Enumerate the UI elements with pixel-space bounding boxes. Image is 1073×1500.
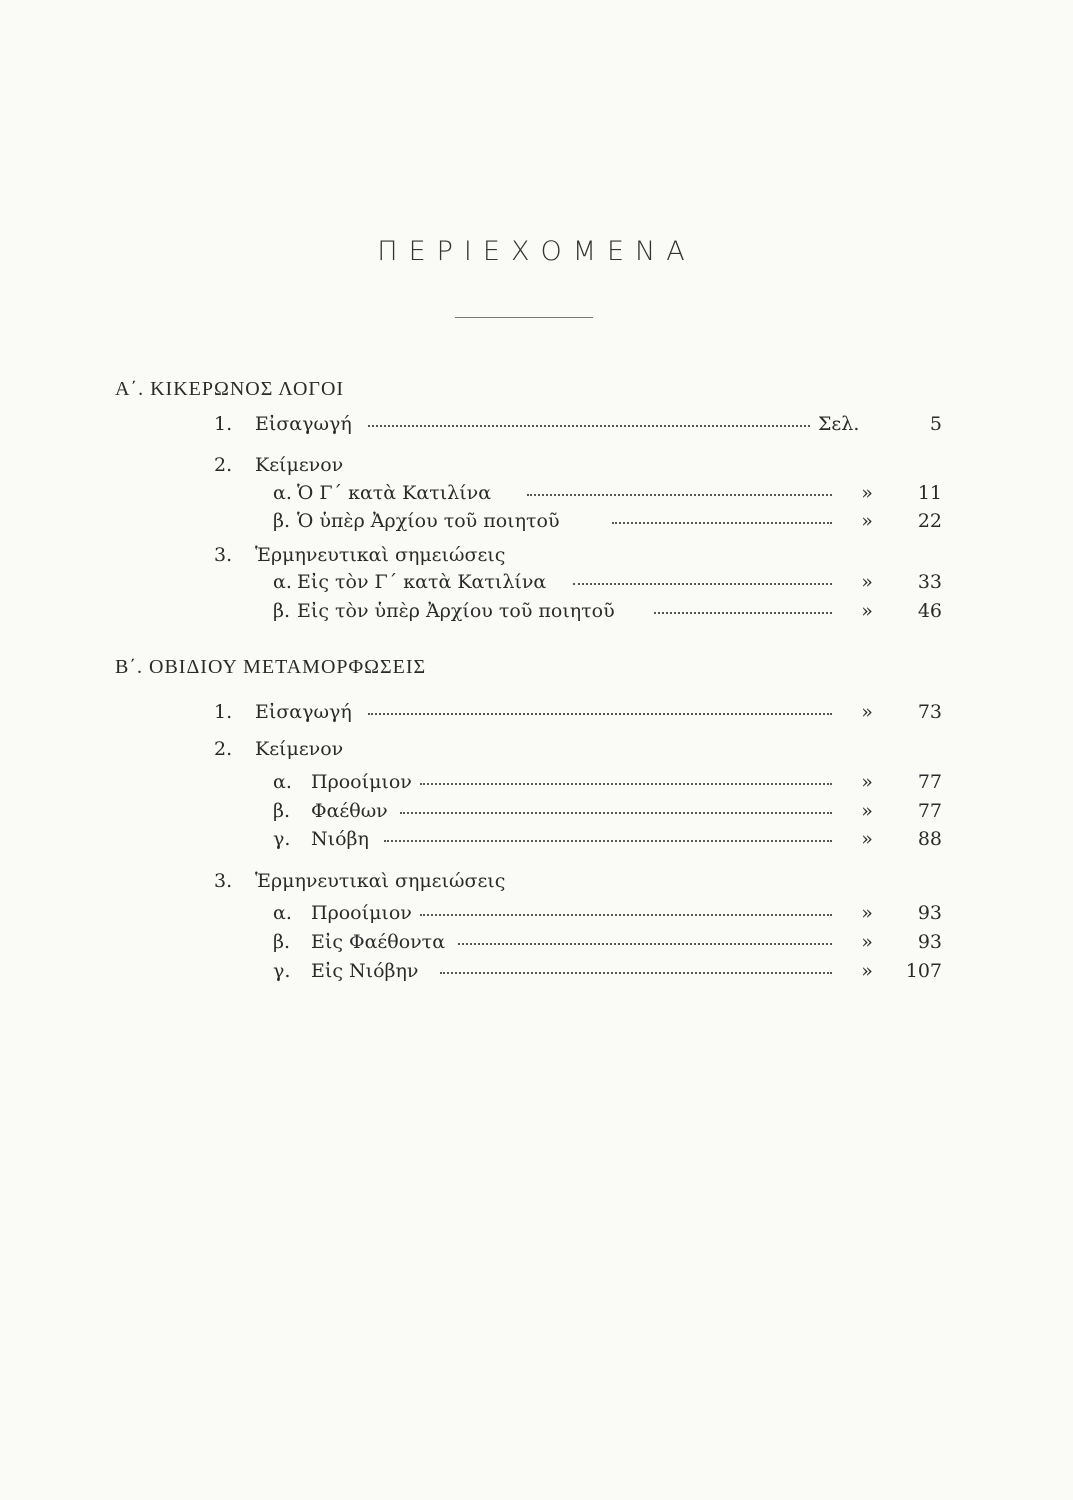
section-heading-b: Β΄. ΟΒΙΔΙΟΥ ΜΕΤΑΜΟΡΦΩΣΕΙΣ bbox=[115, 656, 427, 678]
entry-number: 2. bbox=[214, 738, 233, 760]
subentry-label: Φαέθων bbox=[311, 800, 388, 822]
ditto-mark: » bbox=[861, 571, 873, 593]
dot-leader bbox=[440, 972, 832, 974]
entry-number: 1. bbox=[214, 413, 233, 435]
dot-leader bbox=[458, 943, 832, 945]
ditto-mark: » bbox=[861, 510, 873, 532]
entry-number: 1. bbox=[214, 701, 233, 723]
dot-leader bbox=[612, 522, 832, 524]
page-title: ΠΕΡΙΕΧΟΜΕΝΑ bbox=[377, 236, 696, 267]
subentry-label: Εἰς Νιόβην bbox=[311, 960, 419, 982]
title-underline bbox=[455, 317, 593, 318]
page-number: 77 bbox=[917, 800, 942, 822]
toc-entry bbox=[0, 735, 1073, 763]
ditto-mark: » bbox=[861, 771, 873, 793]
entry-number: 2. bbox=[214, 454, 233, 476]
toc-subentry bbox=[0, 797, 1073, 825]
toc-subentry bbox=[0, 507, 1073, 535]
dot-leader bbox=[368, 425, 810, 427]
subentry-label: Εἰς τὸν Γ΄ κατὰ Κατιλίνα bbox=[297, 571, 547, 593]
subentry-letter: β. bbox=[273, 600, 291, 622]
ditto-mark: » bbox=[861, 902, 873, 924]
subentry-letter: α. bbox=[273, 771, 292, 793]
ditto-mark: » bbox=[861, 800, 873, 822]
entry-number: 3. bbox=[214, 544, 233, 566]
toc-subentry bbox=[0, 957, 1073, 985]
subentry-label: Προοίμιον bbox=[311, 771, 412, 793]
dot-leader bbox=[400, 812, 832, 814]
page-number: 107 bbox=[905, 960, 942, 982]
page-number: 93 bbox=[917, 902, 942, 924]
page-number: 93 bbox=[917, 931, 942, 953]
toc-entry bbox=[0, 410, 1073, 438]
page-number: 33 bbox=[917, 571, 942, 593]
subentry-label: Εἰς Φαέθοντα bbox=[311, 931, 446, 953]
toc-subentry bbox=[0, 568, 1073, 596]
page-number: 88 bbox=[917, 828, 942, 850]
dot-leader bbox=[527, 494, 832, 496]
toc-subentry bbox=[0, 479, 1073, 507]
subentry-label: Εἰς τὸν ὑπὲρ Ἀρχίου τοῦ ποιητοῦ bbox=[297, 600, 615, 622]
toc-subentry bbox=[0, 768, 1073, 796]
ditto-mark: » bbox=[861, 482, 873, 504]
dot-leader bbox=[573, 583, 832, 585]
entry-label: Ἑρμηνευτικαὶ σημειώσεις bbox=[255, 870, 506, 892]
subentry-label: Ὁ ὑπὲρ Ἀρχίου τοῦ ποιητοῦ bbox=[297, 510, 560, 532]
subentry-letter: α. bbox=[273, 571, 292, 593]
dot-leader bbox=[368, 713, 832, 715]
subentry-label: Νιόβη bbox=[311, 828, 369, 850]
dot-leader bbox=[384, 840, 832, 842]
page-number: 11 bbox=[917, 482, 942, 504]
toc-entry bbox=[0, 698, 1073, 726]
toc-entry bbox=[0, 867, 1073, 895]
subentry-letter: α. bbox=[273, 902, 292, 924]
subentry-letter: γ. bbox=[273, 960, 291, 982]
ditto-mark: » bbox=[861, 828, 873, 850]
dot-leader bbox=[420, 914, 832, 916]
toc-entry bbox=[0, 451, 1073, 479]
dot-leader bbox=[654, 612, 832, 614]
entry-number: 3. bbox=[214, 870, 233, 892]
subentry-label: Προοίμιον bbox=[311, 902, 412, 924]
toc-subentry bbox=[0, 928, 1073, 956]
subentry-letter: β. bbox=[273, 800, 291, 822]
subentry-label: Ὁ Γ΄ κατὰ Κατιλίνα bbox=[297, 482, 492, 504]
toc-entry bbox=[0, 541, 1073, 569]
entry-label: Κείμενον bbox=[255, 738, 344, 760]
page-ref-label: Σελ. bbox=[818, 413, 860, 435]
toc-subentry bbox=[0, 597, 1073, 625]
subentry-letter: γ. bbox=[273, 828, 291, 850]
entry-label: Εἰσαγωγή bbox=[255, 701, 352, 723]
section-heading-a: Α΄. ΚΙΚΕΡΩΝΟΣ ΛΟΓΟΙ bbox=[115, 378, 345, 400]
toc-subentry bbox=[0, 899, 1073, 927]
dot-leader bbox=[420, 783, 832, 785]
page-number: 46 bbox=[917, 600, 942, 622]
entry-label: Εἰσαγωγή bbox=[255, 413, 352, 435]
subentry-letter: β. bbox=[273, 931, 291, 953]
ditto-mark: » bbox=[861, 960, 873, 982]
page-number: 22 bbox=[917, 510, 942, 532]
subentry-letter: β. bbox=[273, 510, 291, 532]
ditto-mark: » bbox=[861, 701, 873, 723]
entry-label: Ἑρμηνευτικαὶ σημειώσεις bbox=[255, 544, 506, 566]
page-number: 5 bbox=[929, 413, 942, 435]
entry-label: Κείμενον bbox=[255, 454, 344, 476]
page-number: 73 bbox=[917, 701, 942, 723]
subentry-letter: α. bbox=[273, 482, 292, 504]
ditto-mark: » bbox=[861, 600, 873, 622]
toc-subentry bbox=[0, 825, 1073, 853]
ditto-mark: » bbox=[861, 931, 873, 953]
page-number: 77 bbox=[917, 771, 942, 793]
